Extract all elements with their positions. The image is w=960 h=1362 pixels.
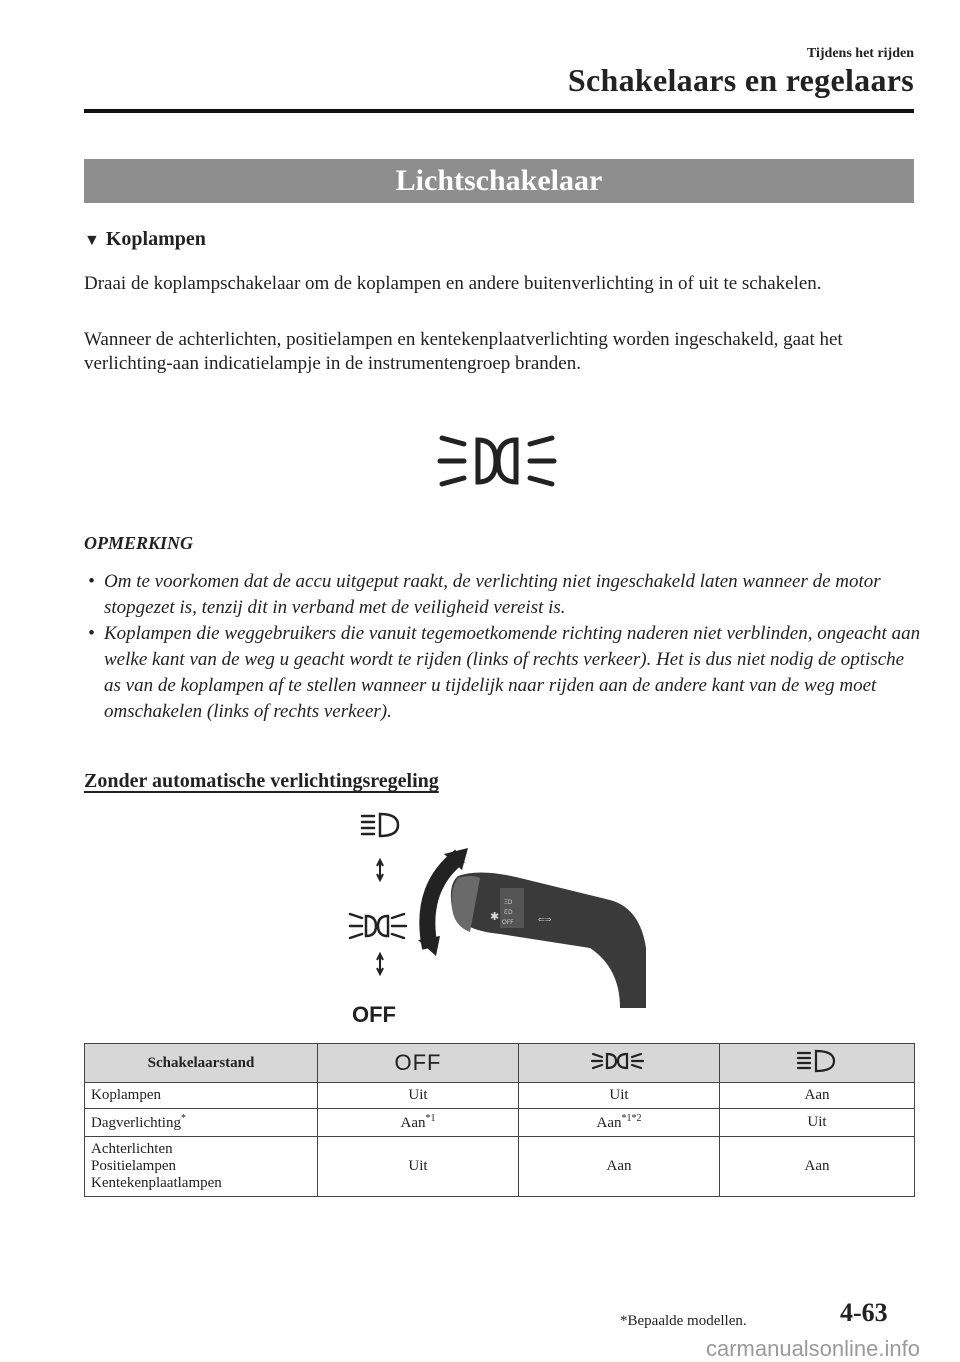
note-item-text: Koplampen die weggebruikers die vanuit tegemoetkomende richting naderen niet verblinden, ongeacht aan welke kant van de weg u geacht wordt te rijden (links of rechts verkeer). Het is dus niet nodig de optische as van de koplampen af te stellen wanneer u tijdelijk naar rijden aan de andere kant van de weg moet omschakelen (links of rechts verkeer). <box>104 623 921 722</box>
row-label <box>85 1137 318 1197</box>
cell-footnote: *1 <box>425 1113 436 1124</box>
running-header-chapter: Schakelaars en regelaars <box>567 62 914 98</box>
parking-light-icon <box>589 1050 649 1072</box>
section-heading: Zonder automatische verlichtingsregeling <box>84 770 439 792</box>
table-header-off <box>318 1044 519 1083</box>
table-row <box>85 1137 915 1197</box>
cell-text: Aan <box>400 1115 426 1131</box>
cell-footnote: *1*2 <box>621 1113 642 1124</box>
cell-value: Aan <box>519 1137 720 1197</box>
row-label-text: Dagverlichting <box>91 1115 181 1131</box>
headlight-on-icon <box>792 1049 842 1073</box>
subsection-title <box>84 228 206 251</box>
row-label-line: Positielampen <box>91 1158 176 1174</box>
row-label-line: Kentekenplaatlampen <box>91 1175 222 1191</box>
headlight-indicator-icon <box>434 428 560 494</box>
table-header-row <box>85 1044 915 1083</box>
svg-text:⇐⇒: ⇐⇒ <box>538 915 552 924</box>
running-header-section: Tijdens het rijden <box>806 46 914 61</box>
svg-text:ƸD: ƸD <box>504 909 513 916</box>
note-item <box>84 621 924 725</box>
svg-text:✱: ✱ <box>490 910 500 923</box>
section-banner: Lichtschakelaar <box>84 159 914 203</box>
triangle-bullet-icon: ▼ <box>84 232 100 249</box>
page-number: 4-63 <box>840 1298 888 1327</box>
paragraph-2: Wanneer de achterlichten, positielampen en kentekenplaatverlichting worden ingeschakeld, gaat het verlichting-aan indicatielampje in de instrumentengroep branden. <box>84 329 843 374</box>
cell-value: Aan <box>720 1137 915 1197</box>
note-item <box>84 569 924 621</box>
cell-value: Aan <box>720 1083 915 1109</box>
note-title: OPMERKING <box>84 533 194 553</box>
row-label: Koplampen <box>85 1083 318 1109</box>
lever-off-mark: OFF <box>502 919 514 926</box>
table-row <box>85 1109 915 1137</box>
off-symbol: OFF <box>394 1050 442 1075</box>
note-item-text: Om te voorkomen dat de accu uitgeput raakt, de verlichting niet ingeschakeld laten wanneer de motor stopgezet is, tenzij dit in verband met de veiligheid vereist is. <box>104 571 881 618</box>
svg-text:ΞD: ΞD <box>504 899 513 906</box>
switch-position-table <box>84 1043 915 1197</box>
watermark: carmanualsonline.info <box>705 1336 920 1361</box>
footnote: *Bepaalde modellen. <box>620 1313 747 1329</box>
bullet-dot: • <box>88 571 95 592</box>
parking-light-icon <box>350 914 406 938</box>
table-row <box>85 1083 915 1109</box>
cell-value: Uit <box>318 1137 519 1197</box>
cell-value: Uit <box>519 1083 720 1109</box>
row-label-footnote: * <box>180 1113 186 1124</box>
light-switch-lever-diagram <box>340 808 650 1008</box>
cell-value: Uit <box>318 1083 519 1109</box>
cell-value <box>519 1109 720 1137</box>
bullet-dot: • <box>88 623 95 644</box>
paragraph-1: Draai de koplampschakelaar om de koplampen en andere buitenverlichting in of uit te schakelen. <box>84 273 822 294</box>
cell-value: Uit <box>720 1109 915 1137</box>
high-beam-icon <box>362 814 398 836</box>
table-header-label: Schakelaarstand <box>85 1044 318 1083</box>
table-header-parking <box>519 1044 720 1083</box>
cell-text: Aan <box>596 1115 622 1131</box>
table-header-headlight <box>720 1044 915 1083</box>
row-label-line: Achterlichten <box>91 1141 173 1157</box>
off-position-label: OFF <box>352 1002 396 1027</box>
subsection-label: Koplampen <box>105 228 206 250</box>
header-rule <box>84 109 914 113</box>
cell-value <box>318 1109 519 1137</box>
row-label <box>85 1109 318 1137</box>
